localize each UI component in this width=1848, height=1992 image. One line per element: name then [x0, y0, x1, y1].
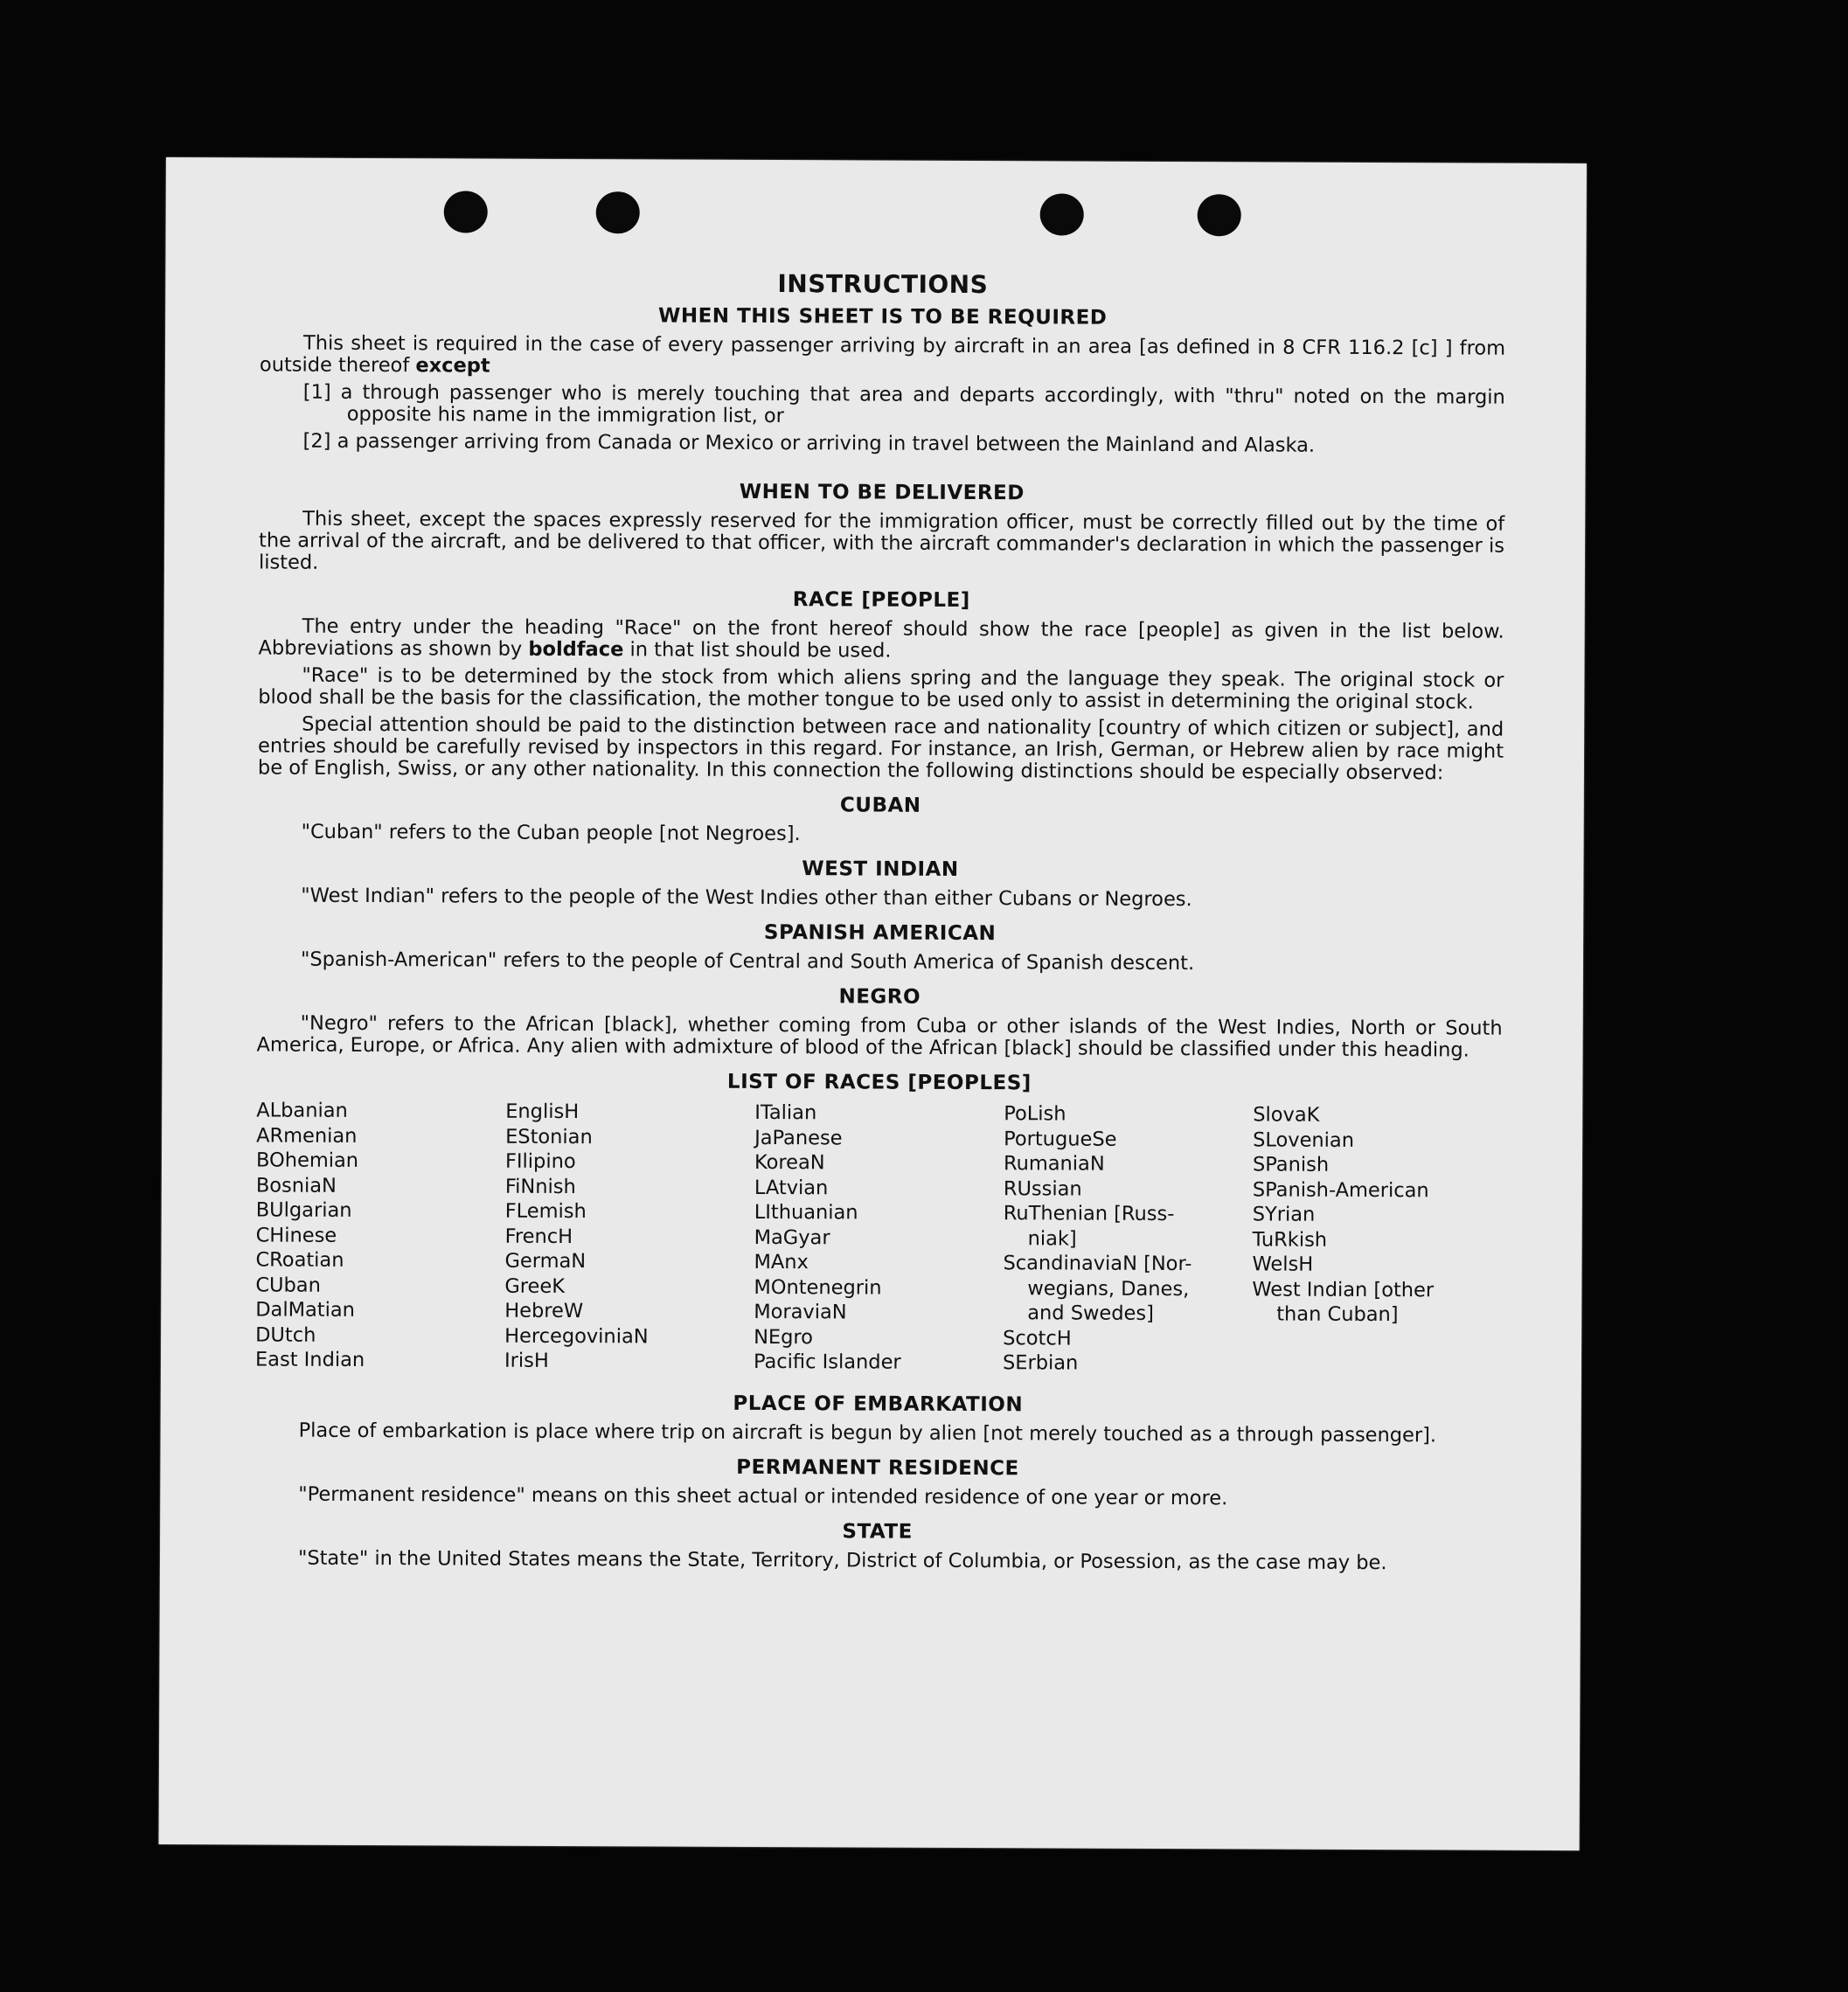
- race-entry: KoreaN: [754, 1150, 825, 1175]
- page-title: INSTRUCTIONS: [777, 269, 989, 300]
- paragraph-race-3: Special attention should be paid to the distinction between race and nationality [country of which citizen or subject], and entries should be carefully revised by inspectors in this regard. For instance, an Irish, German, or Hebrew alien by race might be of English, Swiss, or any other nationality. In this connection the following distinctions should be especially observed:: [257, 712, 1504, 785]
- document-body: [254, 267, 1506, 1579]
- race-entry: CHinese: [255, 1223, 337, 1247]
- heading-required: WHEN THIS SHEET IS TO BE REQUIRED: [657, 304, 1108, 330]
- race-entry: West Indian [other: [1252, 1277, 1435, 1301]
- race-entry: SYrian: [1252, 1203, 1316, 1226]
- paragraph-negro: "Negro" refers to the African [black], whether coming from Cuba or other islands of the West Indies, North or South America, Europe, or Africa. Any alien with admixture of blood of the African [black] should be classified under this heading.: [256, 1011, 1503, 1062]
- race-entry: BUlgarian: [255, 1198, 352, 1222]
- list-item-1: [1] a through passenger who is merely touching that area and departs accordingly, with "thru" noted on the margin opposite his name in the immigration list, or: [302, 380, 1505, 428]
- race-entry: CRoatian: [255, 1248, 344, 1272]
- heading-state: STATE: [842, 1519, 913, 1544]
- heading-list-of-races: LIST OF RACES [PEOPLES]: [726, 1070, 1032, 1095]
- text-span: The entry under the heading "Race" on the front hereof should show the race [people] as given in the list below. Abbreviations as shown by: [258, 614, 1504, 661]
- heading-permanent-residence: PERMANENT RESIDENCE: [736, 1455, 1019, 1480]
- race-entry: LAtvian: [754, 1176, 829, 1199]
- race-entry: MAnx: [754, 1250, 809, 1274]
- race-entry: and Swedes]: [1027, 1301, 1154, 1325]
- bold-text: except: [415, 354, 490, 378]
- heading-race: RACE [PEOPLE]: [792, 588, 970, 613]
- paragraph-race-1: [258, 615, 1504, 664]
- race-entry: ITalian: [754, 1100, 817, 1125]
- race-entry: SlovaK: [1253, 1103, 1320, 1127]
- race-entry: EStonian: [505, 1125, 593, 1149]
- race-entry: NEgro: [754, 1325, 814, 1349]
- race-entry: EnglisH: [505, 1100, 580, 1124]
- bold-text: boldface: [528, 637, 624, 662]
- race-entry: Pacific Islander: [753, 1350, 901, 1374]
- heading-west-indian: WEST INDIAN: [802, 857, 959, 881]
- race-entry: BOhemian: [255, 1149, 359, 1172]
- race-entry: ScotcH: [1003, 1326, 1072, 1350]
- race-entry: SLovenian: [1253, 1128, 1355, 1152]
- text-span: This sheet is required in the case of every passenger arriving by aircraft in an area [as defined in 8 CFR 116.2 [c] ] from outside thereof: [259, 331, 1506, 378]
- race-entry: wegians, Danes,: [1027, 1276, 1190, 1301]
- punch-hole: [1040, 193, 1084, 235]
- race-entry: SErbian: [1002, 1351, 1079, 1375]
- race-entry: TuRkish: [1252, 1227, 1328, 1252]
- race-entry: [1252, 1351, 1501, 1378]
- race-entry: HebreW: [504, 1299, 584, 1323]
- race-entry: GermaN: [504, 1249, 587, 1274]
- race-entry: MaGyar: [754, 1225, 830, 1249]
- punch-hole: [444, 191, 488, 233]
- race-entry: than Cuban]: [1276, 1302, 1399, 1327]
- race-entry: DUtch: [255, 1322, 316, 1347]
- race-entry: RumaniaN: [1003, 1152, 1105, 1176]
- heading-spanish-american: SPANISH AMERICAN: [763, 920, 997, 946]
- race-entry: ScandinaviaN [Nor-: [1003, 1252, 1192, 1276]
- race-entry: CUban: [255, 1273, 321, 1297]
- race-entry: GreeK: [504, 1274, 566, 1298]
- race-entry: FIlipino: [504, 1149, 576, 1174]
- paragraph-race-2: "Race" is to be determined by the stock from which aliens spring and the language they speak. The original stock or blood shall be the basis for the classification, the mother tongue to be used only to assist in determining the original stock.: [258, 663, 1504, 714]
- race-entry: RUssian: [1003, 1176, 1082, 1201]
- race-entry: niak]: [1027, 1226, 1077, 1251]
- race-entry: ALbanian: [256, 1099, 348, 1122]
- race-entry: LIthuanian: [754, 1200, 858, 1225]
- race-entry: MOntenegrin: [754, 1275, 882, 1300]
- punch-hole: [1198, 194, 1241, 236]
- paragraph-permanent-residence: "Permanent residence" means on this sheet actual or intended residence of one year or more.: [298, 1482, 1228, 1510]
- race-entry: ARmenian: [256, 1123, 358, 1148]
- race-entry: SPanish-American: [1252, 1177, 1429, 1202]
- paragraph-cuban: "Cuban" refers to the Cuban people [not Negroes].: [301, 820, 801, 846]
- paragraph-required: [260, 332, 1505, 381]
- race-entry: WelsH: [1252, 1253, 1314, 1276]
- race-entry: [1252, 1327, 1501, 1353]
- race-entry: PortugueSe: [1004, 1127, 1117, 1151]
- race-entry: HercegoviniaN: [504, 1324, 649, 1348]
- race-entry: SPanish: [1252, 1153, 1330, 1176]
- heading-negro: NEGRO: [838, 985, 921, 1009]
- race-entry: FLemish: [504, 1199, 587, 1224]
- race-list: [255, 1098, 1502, 1378]
- heading-embarkation: PLACE OF EMBARKATION: [733, 1392, 1024, 1416]
- race-entry: IrisH: [504, 1349, 549, 1372]
- instruction-sheet: [159, 157, 1587, 1850]
- list-item-2: [2] a passenger arriving from Canada or Mexico or arriving in travel between the Mainland and Alaska.: [302, 429, 1316, 457]
- paragraph-delivered: This sheet, except the spaces expressly reserved for the immigration officer, must be correctly filled out by the time of the arrival of the aircraft, and be delivered to that officer, with the aircraft commander's declaration in which the passenger is listed.: [258, 507, 1505, 574]
- race-entry: PoLish: [1004, 1102, 1066, 1126]
- race-entry: FrencH: [504, 1225, 573, 1248]
- paragraph-spanish-american: "Spanish-American" refers to the people of Central and South America of Spanish descent.: [300, 947, 1195, 975]
- paragraph-embarkation: Place of embarkation is place where trip on aircraft is begun by alien [not merely touched as a through passenger].: [298, 1419, 1437, 1447]
- race-entry: East Indian: [254, 1348, 365, 1372]
- race-entry: MoraviaN: [754, 1300, 847, 1324]
- race-entry: JaPanese: [754, 1126, 843, 1149]
- paragraph-west-indian: "West Indian" refers to the people of the West Indies other than either Cubans or Negroes.: [301, 884, 1192, 912]
- text-span: in that list should be used.: [623, 638, 892, 663]
- race-entry: RuThenian [Russ-: [1003, 1202, 1175, 1226]
- paragraph-state: "State" in the United States means the State, Territory, District of Columbia, or Posession, as the case may be.: [297, 1546, 1387, 1574]
- heading-delivered: WHEN TO BE DELIVERED: [739, 480, 1025, 505]
- race-entry: DalMatian: [255, 1298, 355, 1322]
- heading-cuban: CUBAN: [839, 794, 921, 817]
- punch-hole: [596, 191, 640, 233]
- race-entry: BosniaN: [255, 1173, 337, 1197]
- race-entry: FiNnish: [504, 1175, 576, 1198]
